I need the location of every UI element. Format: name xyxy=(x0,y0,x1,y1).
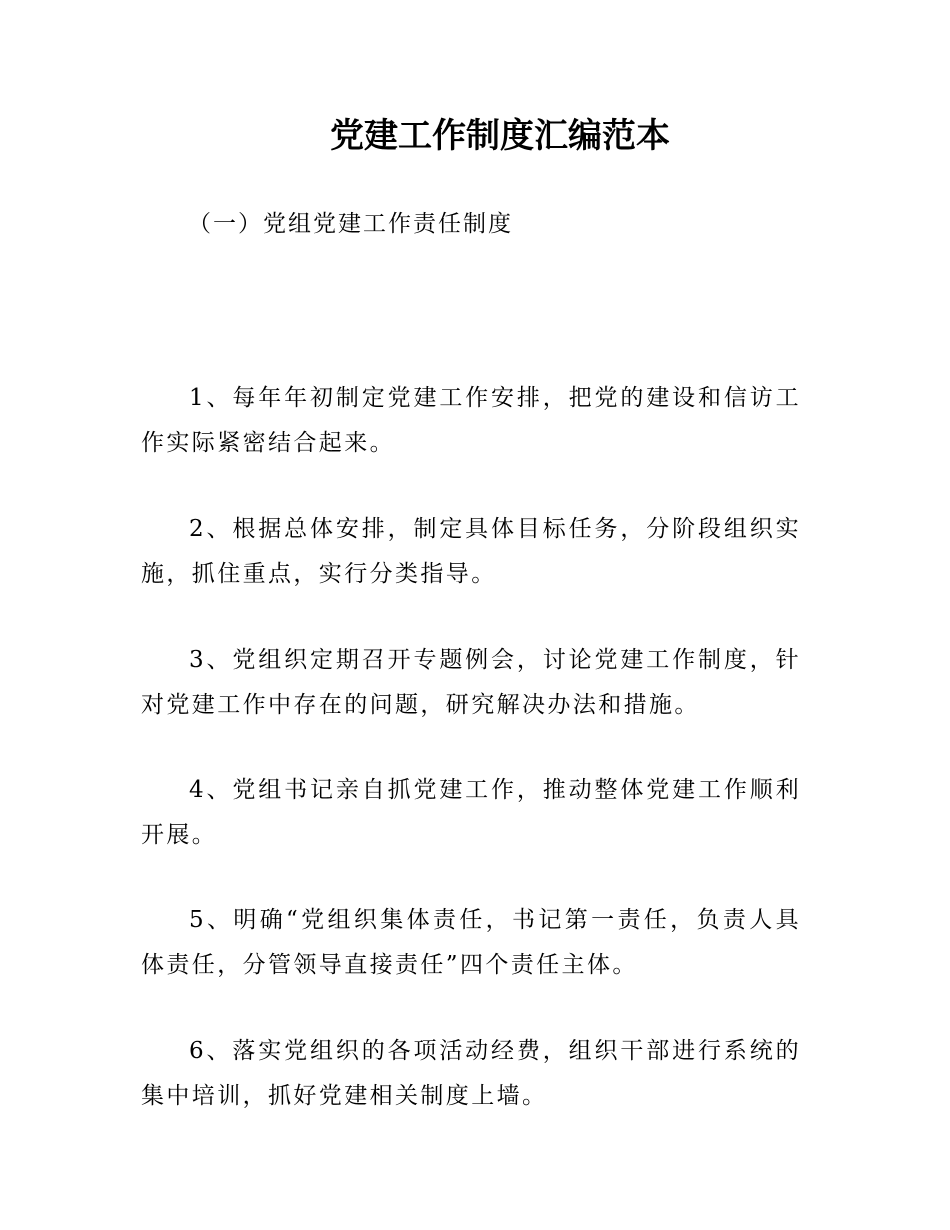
paragraph-item-6: 6、落实党组织的各项活动经费，组织干部进行系统的集中培训，抓好党建相关制度上墙。 xyxy=(141,1038,801,1109)
document-title: 党建工作制度汇编范本 xyxy=(330,116,670,156)
paragraph-item-3: 3、党组织定期召开专题例会，讨论党建工作制度，针对党建工作中存在的问题，研究解决办法和措施。 xyxy=(141,647,801,718)
paragraph-item-4: 4、党组书记亲自抓党建工作，推动整体党建工作顺利开展。 xyxy=(141,777,801,848)
paragraph-item-5: 5、明确“党组织集体责任，书记第一责任，负责人具体责任，分管领导直接责任”四个责任主体。 xyxy=(141,907,801,978)
section-heading: （一）党组党建工作责任制度 xyxy=(188,211,513,237)
paragraph-item-1: 1、每年年初制定党建工作安排，把党的建设和信访工作实际紧密结合起来。 xyxy=(141,385,801,456)
paragraph-item-2: 2、根据总体安排，制定具体目标任务，分阶段组织实施，抓住重点，实行分类指导。 xyxy=(141,516,801,587)
